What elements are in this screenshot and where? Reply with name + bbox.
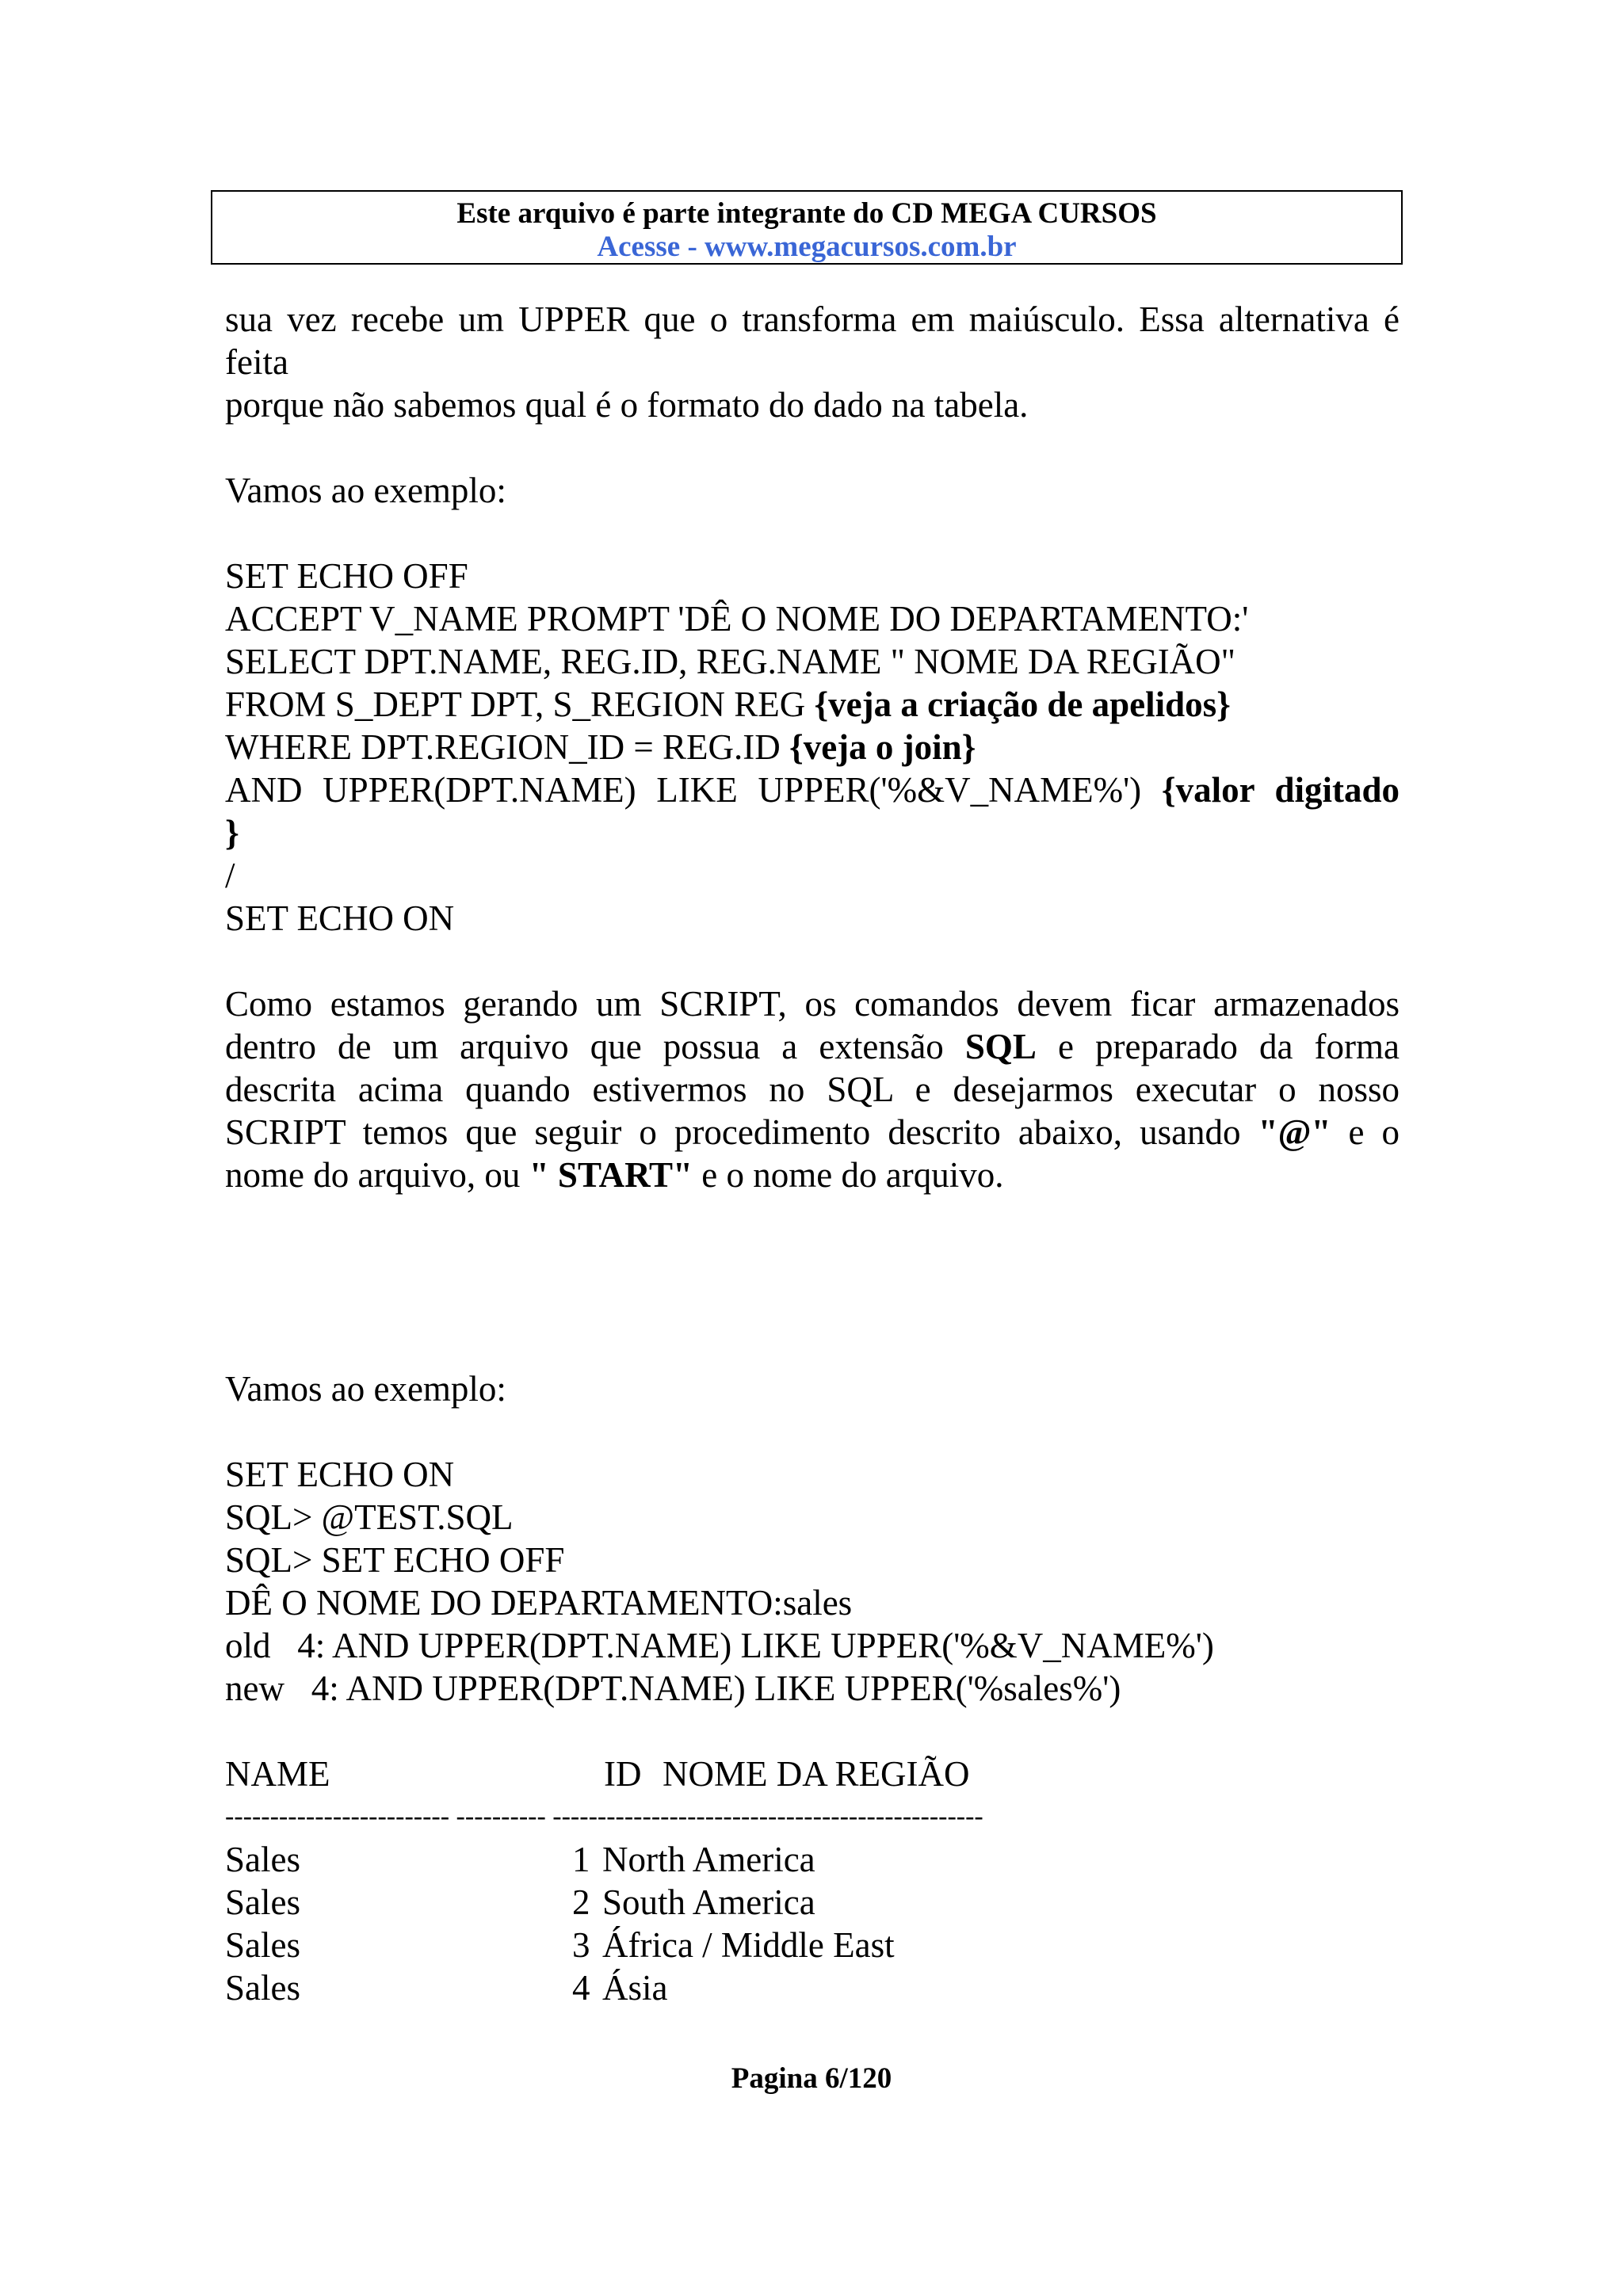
separator-line: ------------------------- ---------- ------------------------------------------------ (225, 1802, 983, 1831)
page-content (225, 298, 1400, 2009)
code-line-2: ACCEPT V_NAME PROMPT 'DÊ O NOME DO DEPARTAMENTO:' (225, 599, 1249, 639)
cell-region: África / Middle East (602, 1925, 895, 1965)
paragraph-line-2-c: e preparado da forma (1036, 1027, 1400, 1066)
code-line-5-note: {veja o join} (789, 727, 976, 767)
column-header-region: NOME DA REGIÃO (663, 1754, 970, 1794)
table-row (225, 1966, 1400, 2009)
code-line-4-text: FROM S_DEPT DPT, S_REGION REG (225, 685, 815, 724)
code-line-8: / (225, 856, 235, 895)
cell-name: Sales (225, 1840, 300, 1879)
page-number: Pagina 6/120 (731, 2062, 892, 2095)
paragraph-line-5-start: " START" (529, 1155, 693, 1195)
code-line-6 (225, 769, 1400, 811)
paragraph-line-3: descrita acima quando estivermos no SQL e desejarmos executar o nosso (225, 1070, 1400, 1109)
example-1-heading: Vamos ao exemplo: (225, 471, 506, 510)
paragraph-line-5 (225, 1154, 1400, 1196)
cell-region: North America (602, 1840, 815, 1879)
code-line-4 (225, 683, 1400, 726)
cell-name: Sales (225, 1968, 300, 2008)
paragraph-line-5-a: nome do arquivo, ou (225, 1155, 529, 1195)
paragraph-line-4 (225, 1111, 1400, 1154)
header-title: Este arquivo é parte integrante do CD MEGA CURSOS (456, 197, 1157, 230)
result-table-separator (225, 1795, 1400, 1838)
output-line-5: old 4: AND UPPER(DPT.NAME) LIKE UPPER('%&V_NAME%') (225, 1626, 1214, 1665)
cell-id: 1 (572, 1840, 590, 1879)
paragraph-line-2-sql: SQL (964, 1027, 1037, 1066)
paragraph-line-4-c: e o (1331, 1112, 1400, 1152)
code-line-4-note: {veja a criação de apelidos} (814, 685, 1231, 724)
cell-region: South America (602, 1882, 815, 1922)
code-line-5-text: WHERE DPT.REGION_ID = REG.ID (225, 727, 789, 767)
example-2-heading: Vamos ao exemplo: (225, 1369, 506, 1409)
table-row (225, 1924, 1400, 1966)
header-box (211, 190, 1403, 265)
cell-id: 4 (572, 1968, 590, 2008)
table-row (225, 1838, 1400, 1881)
result-table-header (225, 1753, 1400, 1795)
column-header-name: NAME (225, 1754, 330, 1794)
paragraph-line-2-a: dentro de um arquivo que possua a extensão (225, 1027, 965, 1066)
paragraph-line-2 (225, 1025, 1400, 1068)
intro-line-1: sua vez recebe um UPPER que o transforma em maiúsculo. Essa alternativa é (225, 299, 1400, 339)
intro-line-2: feita (225, 342, 288, 382)
cell-id: 3 (572, 1925, 590, 1965)
output-line-6: new 4: AND UPPER(DPT.NAME) LIKE UPPER('%sales%') (225, 1669, 1121, 1708)
cell-name: Sales (225, 1925, 300, 1965)
output-line-4: DÊ O NOME DO DEPARTAMENTO:sales (225, 1583, 853, 1623)
code-line-1: SET ECHO OFF (225, 556, 468, 596)
output-line-2: SQL> @TEST.SQL (225, 1497, 514, 1537)
paragraph-line-5-c: e o nome do arquivo. (693, 1155, 1004, 1195)
cell-name: Sales (225, 1882, 300, 1922)
column-header-id: ID (604, 1754, 642, 1794)
code-line-9: SET ECHO ON (225, 898, 455, 938)
paragraph-line-4-at: "@" (1258, 1112, 1331, 1152)
code-line-6-text: AND UPPER(DPT.NAME) LIKE UPPER('%&V_NAME%') (225, 770, 1162, 810)
cell-region: Ásia (602, 1968, 668, 2008)
cell-id: 2 (572, 1882, 590, 1922)
code-line-3: SELECT DPT.NAME, REG.ID, REG.NAME " NOME DA REGIÃO" (225, 642, 1236, 681)
code-line-6-note: {valor digitado (1161, 770, 1400, 810)
output-line-3: SQL> SET ECHO OFF (225, 1540, 565, 1580)
code-line-7: } (225, 813, 239, 852)
paragraph-line-4-a: SCRIPT temos que seguir o procedimento descrito abaixo, usando (225, 1112, 1258, 1152)
intro-line-3: porque não sabemos qual é o formato do dado na tabela. (225, 385, 1029, 425)
table-row (225, 1881, 1400, 1924)
code-line-5 (225, 726, 1400, 769)
paragraph-line-1: Como estamos gerando um SCRIPT, os comandos devem ficar armazenados (225, 984, 1400, 1024)
output-line-1: SET ECHO ON (225, 1455, 455, 1494)
header-website-link[interactable]: Acesse - www.megacursos.com.br (597, 231, 1017, 263)
